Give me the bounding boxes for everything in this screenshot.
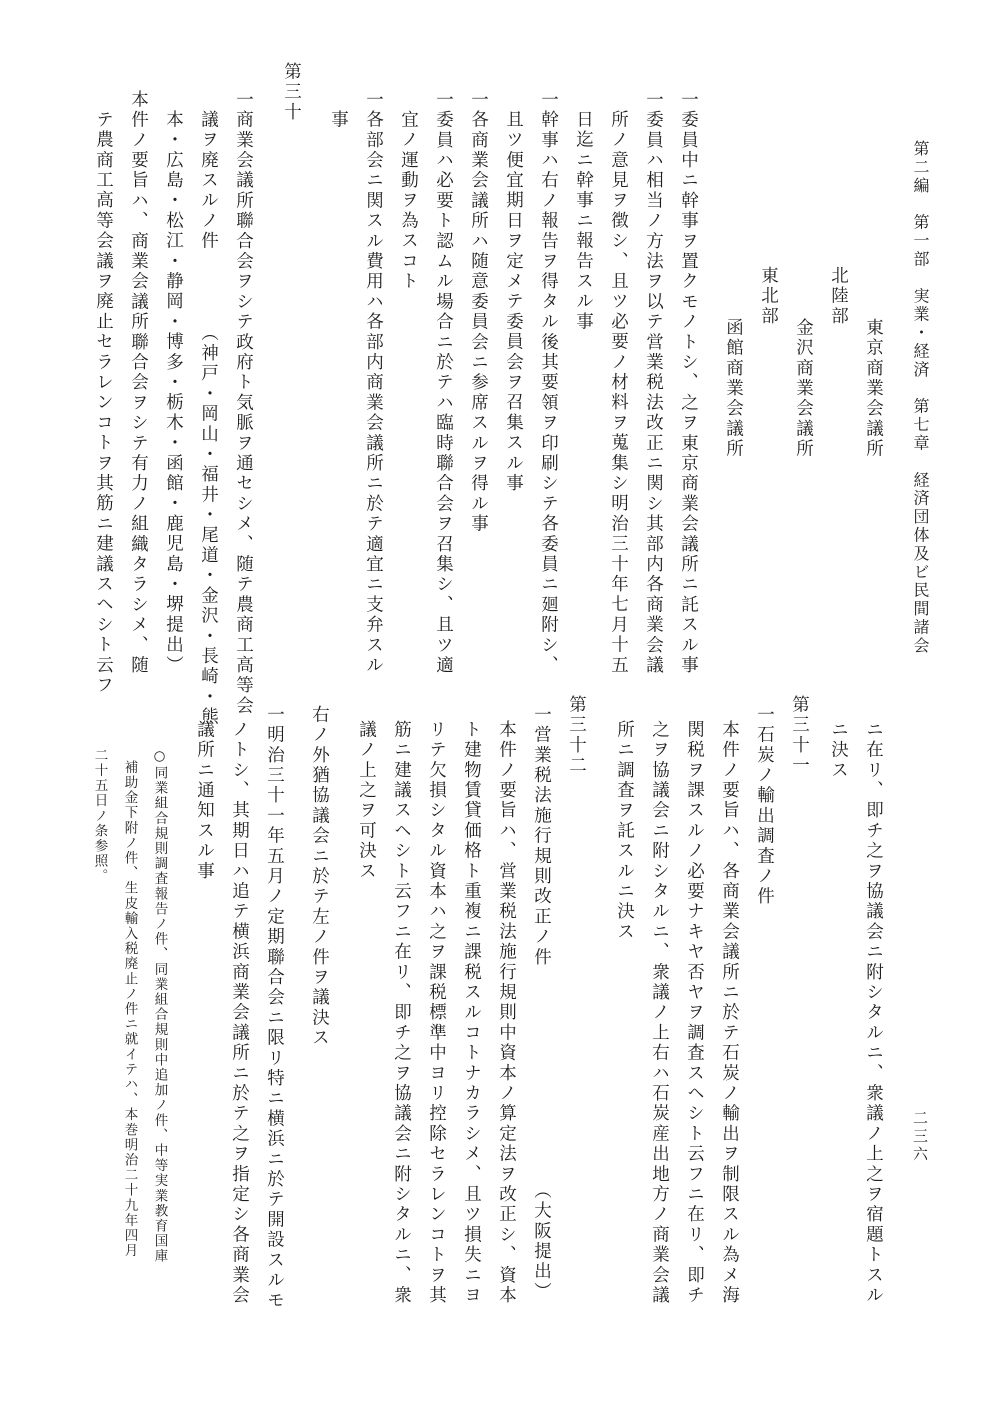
text-line: 北陸部 [828,266,849,327]
page-number: 二三六 [911,1110,929,1164]
text-line: 一石炭ノ輸出調査ノ件 [754,705,775,907]
text-line: ニ決ス [828,720,849,781]
text-line: リテ欠損シタル資本ハ之ヲ課税標準中ヨリ控除セラレンコトヲ其 [426,720,447,1306]
text-line: 本件ノ要旨ハ、各商業会議所ニ於テ石炭ノ輸出ヲ制限スル為メ海 [719,720,740,1306]
text-line: テ農商工高等会議ヲ廃止セラレンコトヲ其筋ニ建議スヘシト云フ [93,110,114,696]
text-line: 一委員中ニ幹事ヲ置クモノトシ、之ヲ東京商業会議所ニ託スル事 [678,90,699,676]
text-line: 一明治三十一年五月ノ定期聯合会ニ限リ特ニ横浜ニ於テ開設スルモ [264,705,285,1311]
text-line: 宜ノ運動ヲ為スコト [398,110,419,292]
text-line: 右ノ外猶協議会ニ於テ左ノ件ヲ議決ス [309,705,330,1049]
text-line: ニ在リ、即チ之ヲ協議会ニ附シタルニ、衆議ノ上之ヲ宿題トスル [863,720,884,1306]
footnote-line: 二十五日ノ条参照。 [91,748,108,884]
text-line: 議ヲ廃スルノ件 （神戸・岡山・福井・尾道・金沢・長崎・熊 [198,110,219,728]
text-line: 一各商業会議所ハ随意委員会ニ参席スルヲ得ル事 [468,90,489,535]
text-line: 事 [328,110,349,131]
section-heading: 第三十二 [566,695,587,776]
section-heading: 第三十 [281,62,302,123]
text-line: 所ノ意見ヲ徴シ、且ツ必要ノ材料ヲ蒐集シ明治三十年七月十五 [608,110,629,676]
text-line: 本件ノ要旨ハ、商業会議所聯合会ヲシテ有力ノ組織タラシメ、随 [128,90,149,676]
text-line: 一委員ハ相当ノ方法ヲ以テ営業税法改正ニ関シ其部内各商業会議 [643,90,664,676]
text-line: 議所ニ通知スル事 [194,720,215,882]
text-line: 議ノ上之ヲ可決ス [356,720,377,882]
text-line: 東北部 [758,266,779,327]
text-line: 一営業税法施行規則改正ノ件 （大阪提出） [531,705,552,1303]
text-line: 本・広島・松江・静岡・博多・栃木・函館・鹿児島・堺提出） [163,110,184,676]
footnote-line: ○同業組合規則調査報告ノ件、同業組合規則中追加ノ件、中等実業教育国庫 [151,748,168,1264]
text-line: 金沢商業会議所 [793,318,814,460]
text-line: ト建物賃貸価格ト重複ニ課税スルコトナカラシメ、且ツ損失ニヨ [461,720,482,1306]
text-line: 且ツ便宜期日ヲ定メテ委員会ヲ召集スル事 [503,110,524,494]
text-line: 日迄ニ幹事ニ報告スル事 [573,110,594,333]
text-line: 一幹事ハ右ノ報告ヲ得タル後其要領ヲ印刷シテ各委員ニ廻附シ、 [538,90,559,676]
text-line: 一各部会ニ関スル費用ハ各部内商業会議所ニ於テ適宜ニ支弁スル [363,90,384,676]
text-line: 所ニ調査ヲ託スルニ決ス [614,720,635,943]
running-header: 第二編 第一部 実業・経済 第七章 経済団体及ビ民間諸会 [911,140,930,656]
footnote-line: 補助金下附ノ件、生皮輸入税廃止ノ件ニ就イテハ、本巻明治二十九年四月 [121,760,138,1259]
text-line: ノトシ、其期日ハ追テ横浜商業会議所ニ於テ之ヲ指定シ各商業会 [229,720,250,1306]
text-line: 東京商業会議所 [863,318,884,460]
text-line: 関税ヲ課スルノ必要ナキヤ否ヤヲ調査スヘシト云フニ在リ、即チ [684,720,705,1306]
text-line: 一委員ハ必要ト認ムル場合ニ於テハ臨時聯合会ヲ召集シ、且ツ適 [433,90,454,676]
text-line: 本件ノ要旨ハ、営業税法施行規則中資本ノ算定法ヲ改正シ、資本 [496,720,517,1306]
section-heading: 第三十一 [789,695,810,776]
text-line: 函館商業会議所 [723,318,744,460]
text-line: 之ヲ協議会ニ附シタルニ、衆議ノ上右ハ石炭産出地方ノ商業会議 [649,720,670,1306]
text-line: 筋ニ建議スヘシト云フニ在リ、即チ之ヲ協議会ニ附シタルニ、衆 [391,720,412,1306]
text-line: 一商業会議所聯合会ヲシテ政府ト気脈ヲ通セシメ、随テ農商工高等会 [233,90,254,717]
